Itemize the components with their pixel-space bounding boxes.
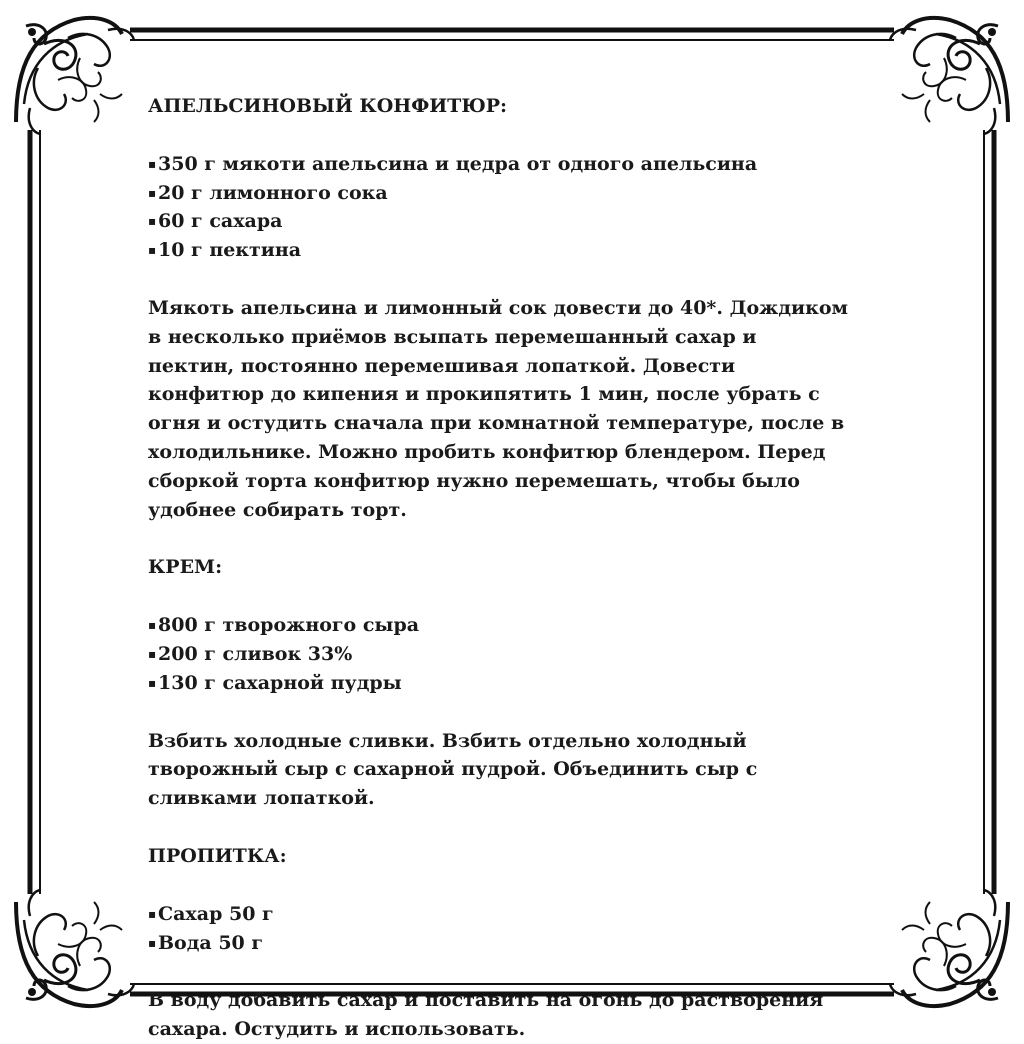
list-item: ▪800 г творожного сыра bbox=[148, 611, 868, 640]
bullet-icon: ▪ bbox=[148, 906, 157, 921]
syrup-method: В воду добавить сахар и поставить на огонь до растворения сахара. Остудить и использовать. bbox=[148, 989, 824, 1041]
bullet-icon: ▪ bbox=[148, 618, 157, 633]
cream-title: КРЕМ: bbox=[148, 556, 223, 579]
bullet-icon: ▪ bbox=[148, 214, 157, 229]
bullet-icon: ▪ bbox=[148, 646, 157, 661]
list-item: ▪20 г лимонного сока bbox=[148, 179, 868, 208]
confiture-title: АПЕЛЬСИНОВЫЙ КОНФИТЮР: bbox=[148, 95, 508, 117]
list-item: ▪200 г сливок 33% bbox=[148, 640, 868, 669]
bullet-icon: ▪ bbox=[148, 243, 157, 258]
confiture-method: Мякоть апельсина и лимонный сок довести до 40*. Дождиком в несколько приёмов всыпать перемешанный сахар и пектин, постоянно перемешивая лопаткой. Довести конфитюр до кипения и прокипятить 1 мин, после убрать с огня и остудить сначала при комнатной температуре, после в холодильнике. Можно пробить конфитюр блендером. Перед сборкой торта конфитюр нужно перемешать, чтобы было удобнее собирать торт. bbox=[148, 296, 848, 521]
confiture-ingredients bbox=[148, 150, 868, 265]
list-item: ▪350 г мякоти апельсина и цедра от одного апельсина bbox=[148, 150, 868, 179]
list-item: ▪60 г сахара bbox=[148, 207, 868, 236]
list-item: ▪Сахар 50 г bbox=[148, 900, 868, 929]
bullet-icon: ▪ bbox=[148, 935, 157, 950]
bullet-icon: ▪ bbox=[148, 156, 157, 171]
bullet-icon: ▪ bbox=[148, 185, 157, 200]
cream-method: Взбить холодные сливки. Взбить отдельно холодный творожный сыр с сахарной пудрой. Объединить сыр с сливками лопаткой. bbox=[148, 729, 758, 810]
cream-ingredients bbox=[148, 611, 868, 697]
list-item: ▪130 г сахарной пудры bbox=[148, 669, 868, 698]
recipe-content bbox=[148, 92, 868, 1044]
syrup-title: ПРОПИТКА: bbox=[148, 844, 287, 867]
syrup-ingredients bbox=[148, 900, 868, 958]
list-item: ▪Вода 50 г bbox=[148, 929, 868, 958]
bullet-icon: ▪ bbox=[148, 675, 157, 690]
list-item: ▪10 г пектина bbox=[148, 236, 868, 265]
